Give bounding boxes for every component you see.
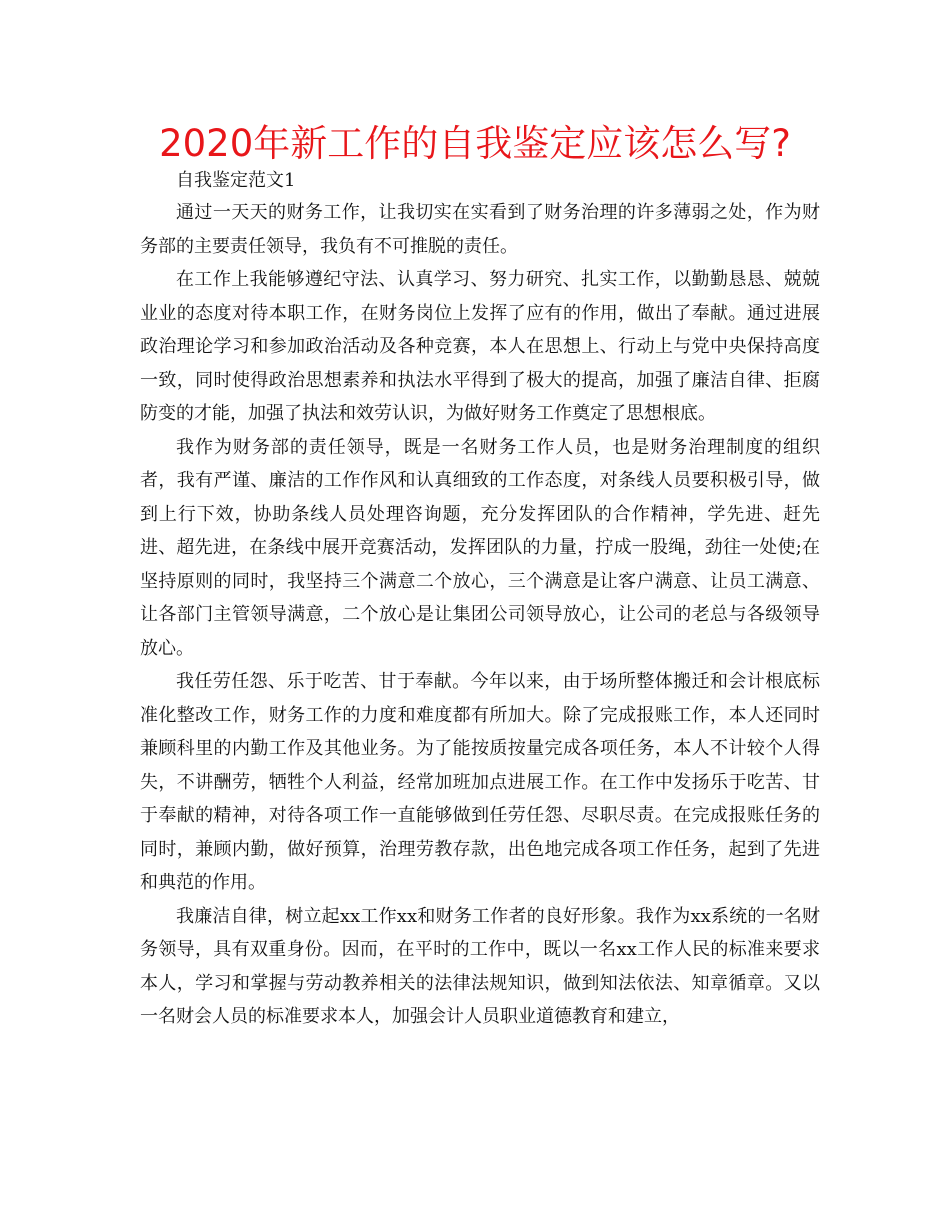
paragraph-3: 我作为财务部的责任领导，既是一名财务工作人员，也是财务治理制度的组织者，我有严谨、廉洁的工作作风和认真细致的工作态度，对条线人员要积极引导，做到上行下效，协助条线人员处理咨询题，充分发挥团队的合作精神，学先进、赶先进、超先进，在条线中展开竞赛活动，发挥团队的力量，拧成一股绳，劲往一处使;在坚持原则的同时，我坚持三个满意二个放心，三个满意是让客户满意、让员工满意、让各部门主管领导满意，二个放心是让集团公司领导放心，让公司的老总与各级领导放心。 bbox=[140, 436, 820, 659]
document-title: 2020年新工作的自我鉴定应该怎么写? bbox=[159, 122, 791, 165]
paragraph-2: 在工作上我能够遵纪守法、认真学习、努力研究、扎实工作，以勤勤恳恳、兢兢业业的态度对待本职工作，在财务岗位上发挥了应有的作用，做出了奉献。通过进展政治理论学习和参加政治活动及各种竞赛，本人在思想上、行动上与党中央保持高度一致，同时使得政治思想素养和执法水平得到了极大的提高，加强了廉洁自律、拒腐防变的才能，加强了执法和效劳认识，为做好财务工作奠定了思想根底。 bbox=[140, 269, 820, 424]
document-body bbox=[140, 166, 820, 1034]
paragraph-1: 通过一天天的财务工作，让我切实在实看到了财务治理的许多薄弱之处，作为财务部的主要责任领导，我负有不可推脱的责任。 bbox=[140, 202, 820, 257]
paragraph-4: 我任劳任怨、乐于吃苦、甘于奉献。今年以来，由于场所整体搬迁和会计根底标准化整改工作，财务工作的力度和难度都有所加大。除了完成报账工作，本人还同时兼顾科里的内勤工作及其他业务。为了能按质按量完成各项任务，本人不计较个人得失，不讲酬劳，牺牲个人利益，经常加班加点进展工作。在工作中发扬乐于吃苦、甘于奉献的精神，对待各项工作一直能够做到任劳任怨、尽职尽责。在完成报账任务的同时，兼顾内勤，做好预算，治理劳教存款，出色地完成各项工作任务，起到了先进和典范的作用。 bbox=[140, 671, 820, 893]
paragraph-5: 我廉洁自律，树立起xx工作xx和财务工作者的良好形象。我作为xx系统的一名财务领导，具有双重身份。因而，在平时的工作中，既以一名xx工作人民的标准来要求本人，学习和掌握与劳动教养相关的法律法规知识，做到知法依法、知章循章。又以一名财会人员的标准要求本人，加强会计人员职业道德教育和建立， bbox=[140, 905, 820, 1027]
subtitle: 自我鉴定范文1 bbox=[176, 170, 296, 191]
